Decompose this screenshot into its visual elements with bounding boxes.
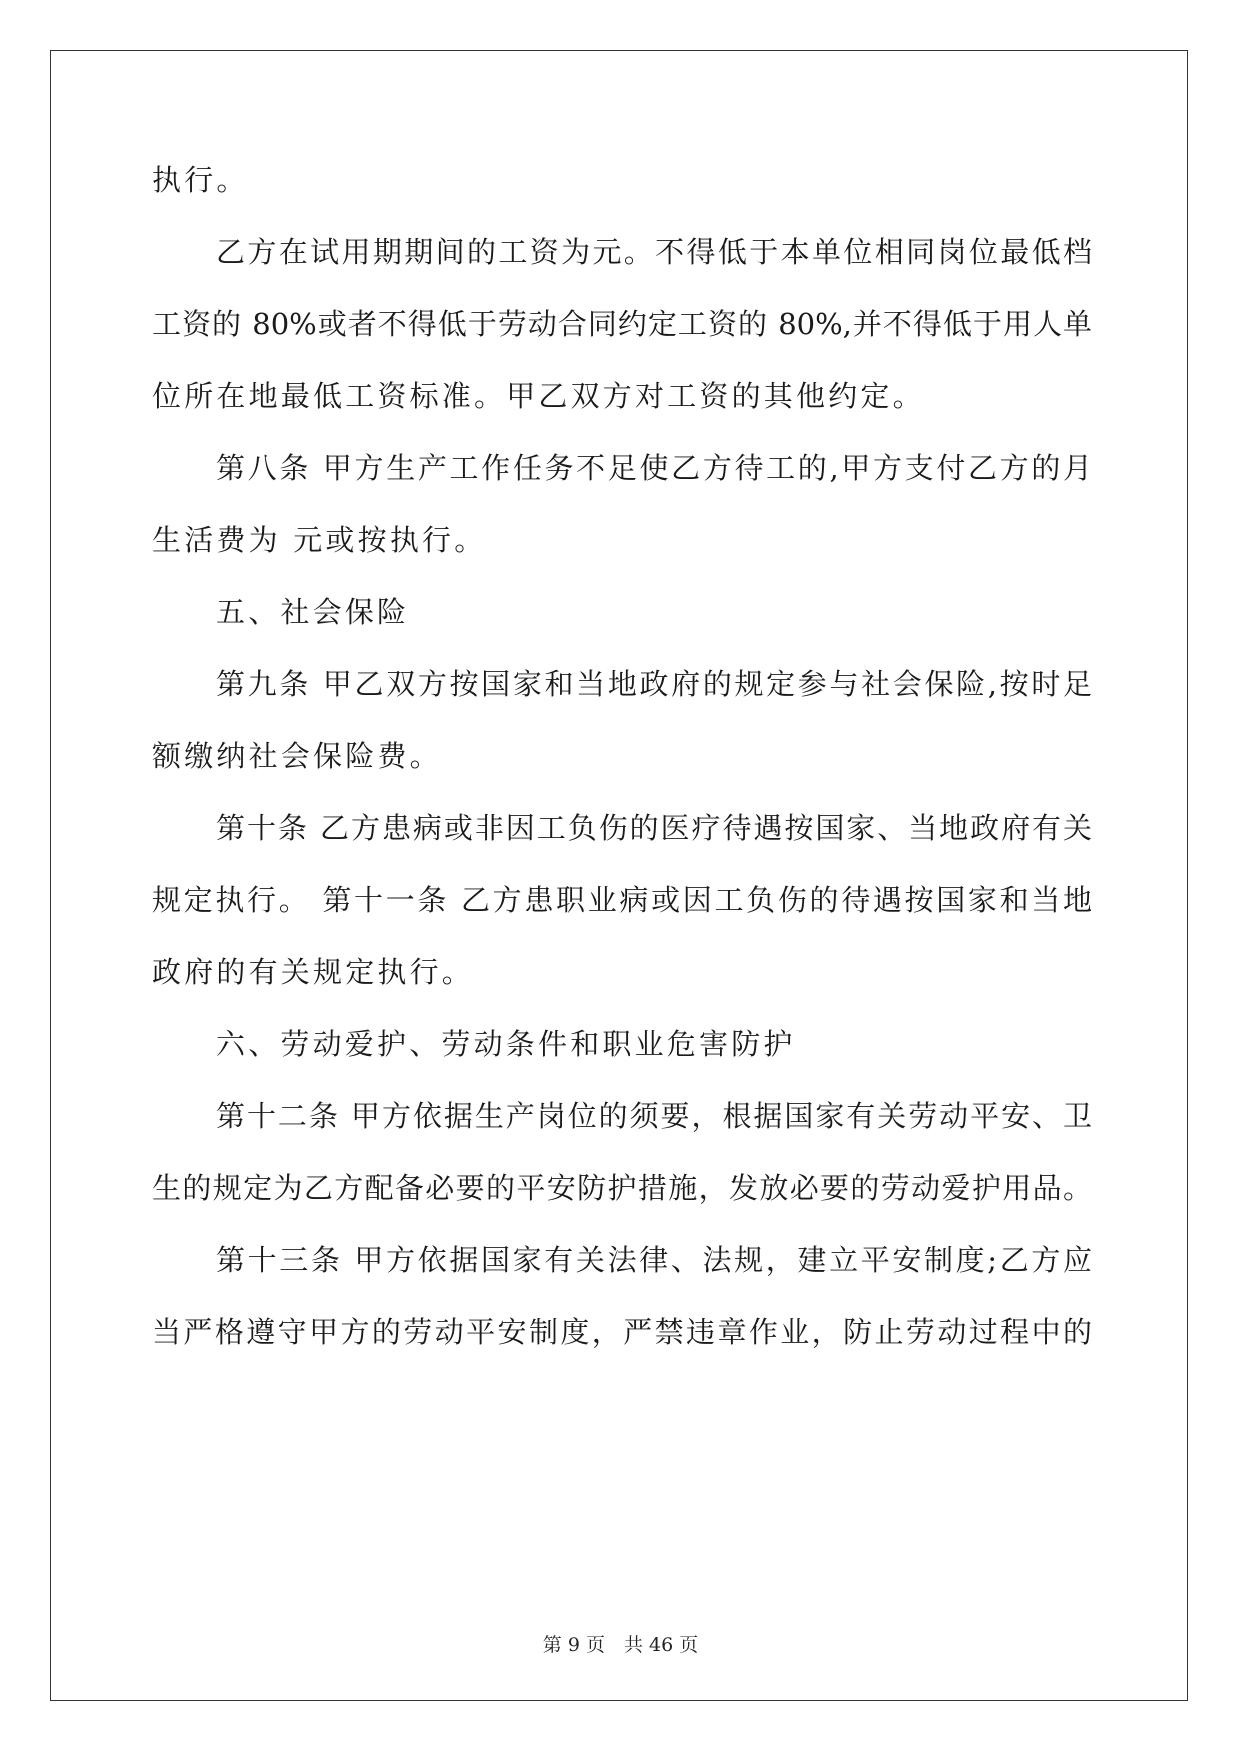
page-number-label: 第 9 页 共 46 页 xyxy=(542,1634,699,1656)
text-line: 工资的 80%或者不得低于劳动合同约定工资的 80%,并不得低于用人单 xyxy=(152,307,1092,341)
text-line: 第八条 甲方生产工作任务不足使乙方待工的,甲方支付乙方的月 xyxy=(216,451,1092,485)
section-heading: 六、劳动爱护、劳动条件和职业危害防护 xyxy=(216,1027,796,1061)
text-line: 当严格遵守甲方的劳动平安制度，严禁违章作业，防止劳动过程中的 xyxy=(152,1315,1092,1349)
page-footer xyxy=(0,1630,1241,1657)
text-line: 额缴纳社会保险费。 xyxy=(152,739,442,773)
text-line: 执行。 xyxy=(152,163,249,197)
text-line: 第十条 乙方患病或非因工负伤的医疗待遇按国家、当地政府有关 xyxy=(216,811,1092,845)
text-line: 第十三条 甲方依据国家有关法律、法规，建立平安制度;乙方应 xyxy=(216,1243,1092,1277)
text-line: 规定执行。 第十一条 乙方患职业病或因工负伤的待遇按国家和当地 xyxy=(152,883,1092,917)
text-line: 生的规定为乙方配备必要的平安防护措施，发放必要的劳动爱护用品。 xyxy=(152,1171,1092,1205)
text-line: 第十二条 甲方依据生产岗位的须要，根据国家有关劳动平安、卫 xyxy=(216,1099,1092,1133)
text-line: 乙方在试用期期间的工资为元。不得低于本单位相同岗位最低档 xyxy=(216,235,1092,269)
text-line: 位所在地最低工资标准。甲乙双方对工资的其他约定。 xyxy=(152,379,925,413)
text-line: 第九条 甲乙双方按国家和当地政府的规定参与社会保险,按时足 xyxy=(216,667,1092,701)
text-line: 政府的有关规定执行。 xyxy=(152,955,475,989)
page-border xyxy=(50,50,1188,1701)
text-line: 生活费为 元或按执行。 xyxy=(152,523,487,557)
section-heading: 五、社会保险 xyxy=(216,595,410,629)
